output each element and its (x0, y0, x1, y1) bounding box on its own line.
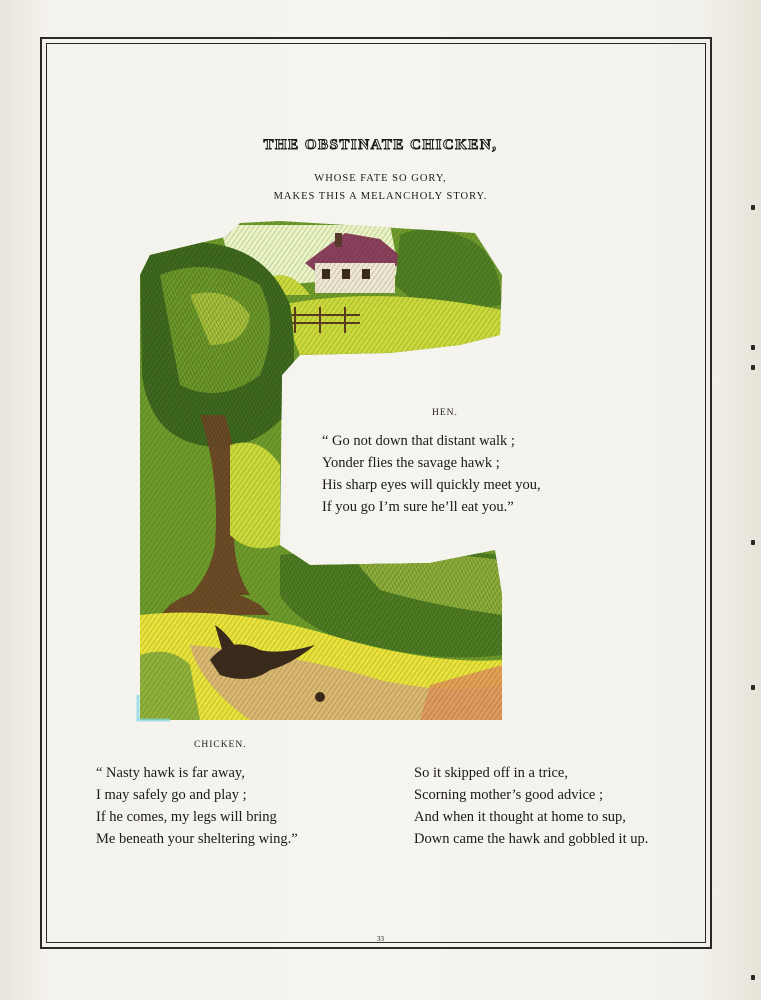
verse-line: So it skipped off in a trice, (414, 765, 568, 781)
chicken-verse (96, 762, 298, 850)
ending-verse (414, 762, 648, 850)
verse-line: Me beneath your sheltering wing.” (96, 831, 298, 847)
verse-line: I may safely go and play ; (96, 787, 247, 803)
page-number: 33 (377, 935, 384, 943)
verse-line: Yonder flies the savage hawk ; (322, 455, 500, 471)
verse-line: If he comes, my legs will bring (96, 809, 277, 825)
verse-line: Scorning mother’s good advice ; (414, 787, 604, 803)
chicken-speaker-label: CHICKEN. (194, 740, 247, 750)
poem-title: THE OBSTINATE CHICKEN, (263, 137, 498, 153)
verse-line: “ Go not down that distant walk ; (322, 433, 515, 449)
verse-line: If you go I’m sure he’ll eat you.” (322, 499, 514, 515)
poem-subtitle-line-2: MAKES THIS A MELANCHOLY STORY. (273, 191, 488, 202)
verse-line: Down came the hawk and gobbled it up. (414, 831, 649, 847)
verse-line: And when it thought at home to sup, (414, 809, 626, 825)
poem-subtitle-line-1: WHOSE FATE SO GORY, (314, 173, 447, 184)
hen-verse (322, 430, 541, 518)
hen-speaker-label: HEN. (432, 408, 458, 418)
verse-line: His sharp eyes will quickly meet you, (322, 477, 541, 493)
verse-line: “ Nasty hawk is far away, (96, 765, 245, 781)
